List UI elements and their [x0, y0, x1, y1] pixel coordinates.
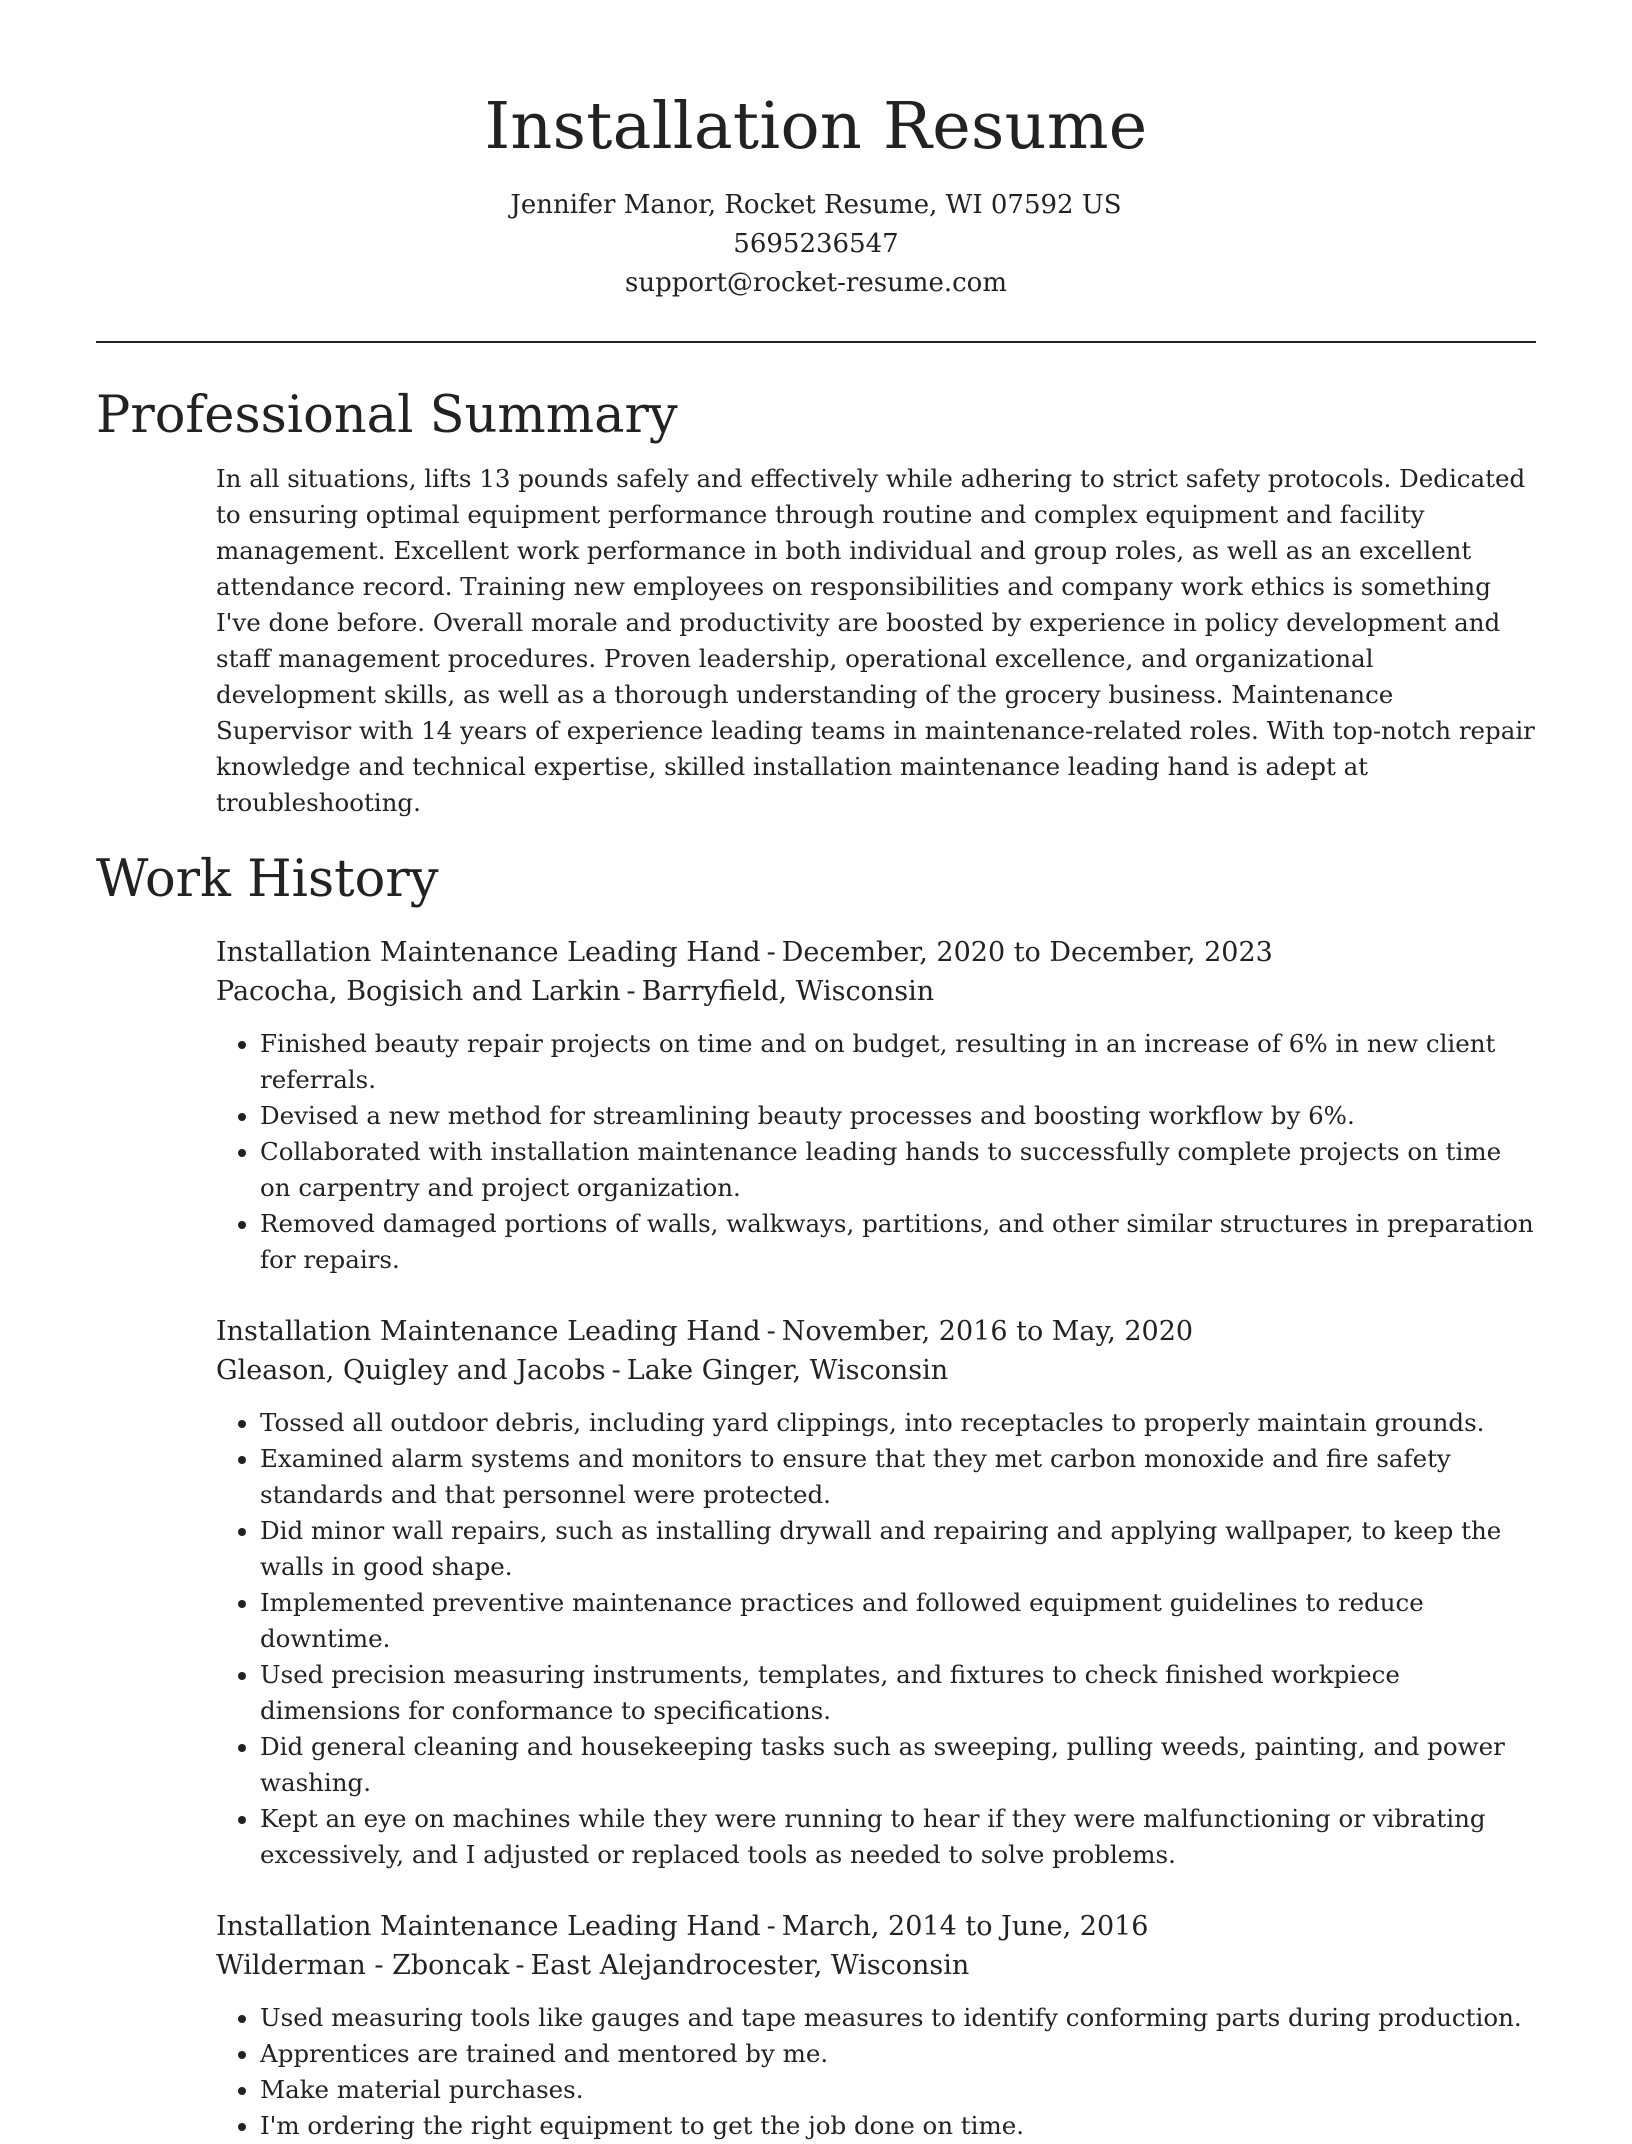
job-company-line	[216, 1946, 1536, 1985]
job-bullet: • Kept an eye on machines while they were running to hear if they were malfunctioning or vibrating excessively, and I adjusted or replaced tools as needed to solve problems.	[260, 1801, 1536, 1873]
job-role: Installation Maintenance Leading Hand	[216, 937, 761, 968]
job-bullet: • Used precision measuring instruments, templates, and fixtures to check finished workpiece dimensions for conformance to specifications.	[260, 1657, 1536, 1729]
separator: -	[626, 976, 636, 1007]
contact-phone: 5695236547	[733, 229, 899, 259]
job-role: Installation Maintenance Leading Hand	[216, 1911, 761, 1942]
job-location: East Alejandrocester, Wisconsin	[530, 1950, 970, 1981]
job-location: Lake Ginger, Wisconsin	[626, 1355, 949, 1386]
separator: -	[766, 937, 776, 968]
job-bullet: • Devised a new method for streamlining beauty processes and boosting workflow by 6%.	[260, 1098, 1536, 1134]
separator: -	[515, 1950, 525, 1981]
job-bullet: • Did general cleaning and housekeeping tasks such as sweeping, pulling weeds, painting, and power washing.	[260, 1729, 1536, 1801]
job-company: Wilderman - Zboncak	[216, 1950, 510, 1981]
job-location: Barryfield, Wisconsin	[641, 976, 935, 1007]
summary-heading: Professional Summary	[96, 386, 678, 445]
job-bullet: • Examined alarm systems and monitors to ensure that they met carbon monoxide and fire safety standards and that personnel were protected.	[260, 1441, 1536, 1513]
job-bullets	[216, 2000, 1536, 2144]
job-bullet: • Finished beauty repair projects on time and on budget, resulting in an increase of 6% in new client referrals.	[260, 1026, 1536, 1098]
job-company: Gleason, Quigley and Jacobs	[216, 1355, 606, 1386]
job-entry	[216, 1312, 1536, 1873]
job-company-line	[216, 972, 1536, 1011]
document-title: Installation Resume	[484, 89, 1148, 164]
contact-email: support@rocket-resume.com	[624, 268, 1007, 298]
separator: -	[766, 1316, 776, 1347]
contact-address: Jennifer Manor, Rocket Resume, WI 07592 US	[510, 190, 1122, 220]
job-bullet: • I'm ordering the right equipment to get the job done on time.	[260, 2108, 1536, 2144]
separator: -	[611, 1355, 621, 1386]
header-divider	[96, 341, 1536, 343]
job-bullets	[216, 1026, 1536, 1278]
summary-text: In all situations, lifts 13 pounds safely and effectively while adhering to strict safety protocols. Dedicated to ensuring optimal equipment performance through routine and complex equipment and facility management. Excellent work performance in both individual and group roles, as well as an excellent attendance record. Training new employees on responsibilities and company work ethics is something I've done before. Overall morale and productivity are boosted by experience in policy development and staff management procedures. Proven leadership, operational excellence, and organizational development skills, as well as a thorough understanding of the grocery business. Maintenance Supervisor with 14 years of experience leading teams in maintenance-related roles. With top-notch repair knowledge and technical expertise, skilled installation maintenance leading hand is adept at troubleshooting.	[216, 464, 1535, 817]
job-title-line	[216, 1312, 1536, 1351]
job-title-line	[216, 933, 1536, 972]
job-entry	[216, 933, 1536, 1278]
job-bullet: • Collaborated with installation maintenance leading hands to successfully complete projects on time on carpentry and project organization.	[260, 1134, 1536, 1206]
job-bullet: • Used measuring tools like gauges and tape measures to identify conforming parts during production.	[260, 2000, 1536, 2036]
job-entry	[216, 1907, 1536, 2144]
job-company: Pacocha, Bogisich and Larkin	[216, 976, 621, 1007]
job-dates: December, 2020 to December, 2023	[781, 937, 1273, 968]
job-bullet: • Tossed all outdoor debris, including yard clippings, into receptacles to properly maintain grounds.	[260, 1405, 1536, 1441]
job-role: Installation Maintenance Leading Hand	[216, 1316, 761, 1347]
job-dates: November, 2016 to May, 2020	[781, 1316, 1194, 1347]
job-dates: March, 2014 to June, 2016	[781, 1911, 1149, 1942]
job-bullet: • Did minor wall repairs, such as installing drywall and repairing and applying wallpaper, to keep the walls in good shape.	[260, 1513, 1536, 1585]
job-bullets	[216, 1405, 1536, 1873]
work-history-heading: Work History	[96, 850, 439, 909]
separator: -	[766, 1911, 776, 1942]
summary-section	[216, 461, 1536, 821]
resume-header	[96, 0, 1536, 303]
job-bullet: • Apprentices are trained and mentored by me.	[260, 2036, 1536, 2072]
job-title-line	[216, 1907, 1536, 1946]
job-company-line	[216, 1351, 1536, 1390]
work-history-section	[216, 933, 1536, 2144]
job-bullet: • Removed damaged portions of walls, walkways, partitions, and other similar structures in preparation for repairs.	[260, 1206, 1536, 1278]
job-bullet: • Make material purchases.	[260, 2072, 1536, 2108]
job-bullet: • Implemented preventive maintenance practices and followed equipment guidelines to reduce downtime.	[260, 1585, 1536, 1657]
contact-block	[96, 186, 1536, 303]
